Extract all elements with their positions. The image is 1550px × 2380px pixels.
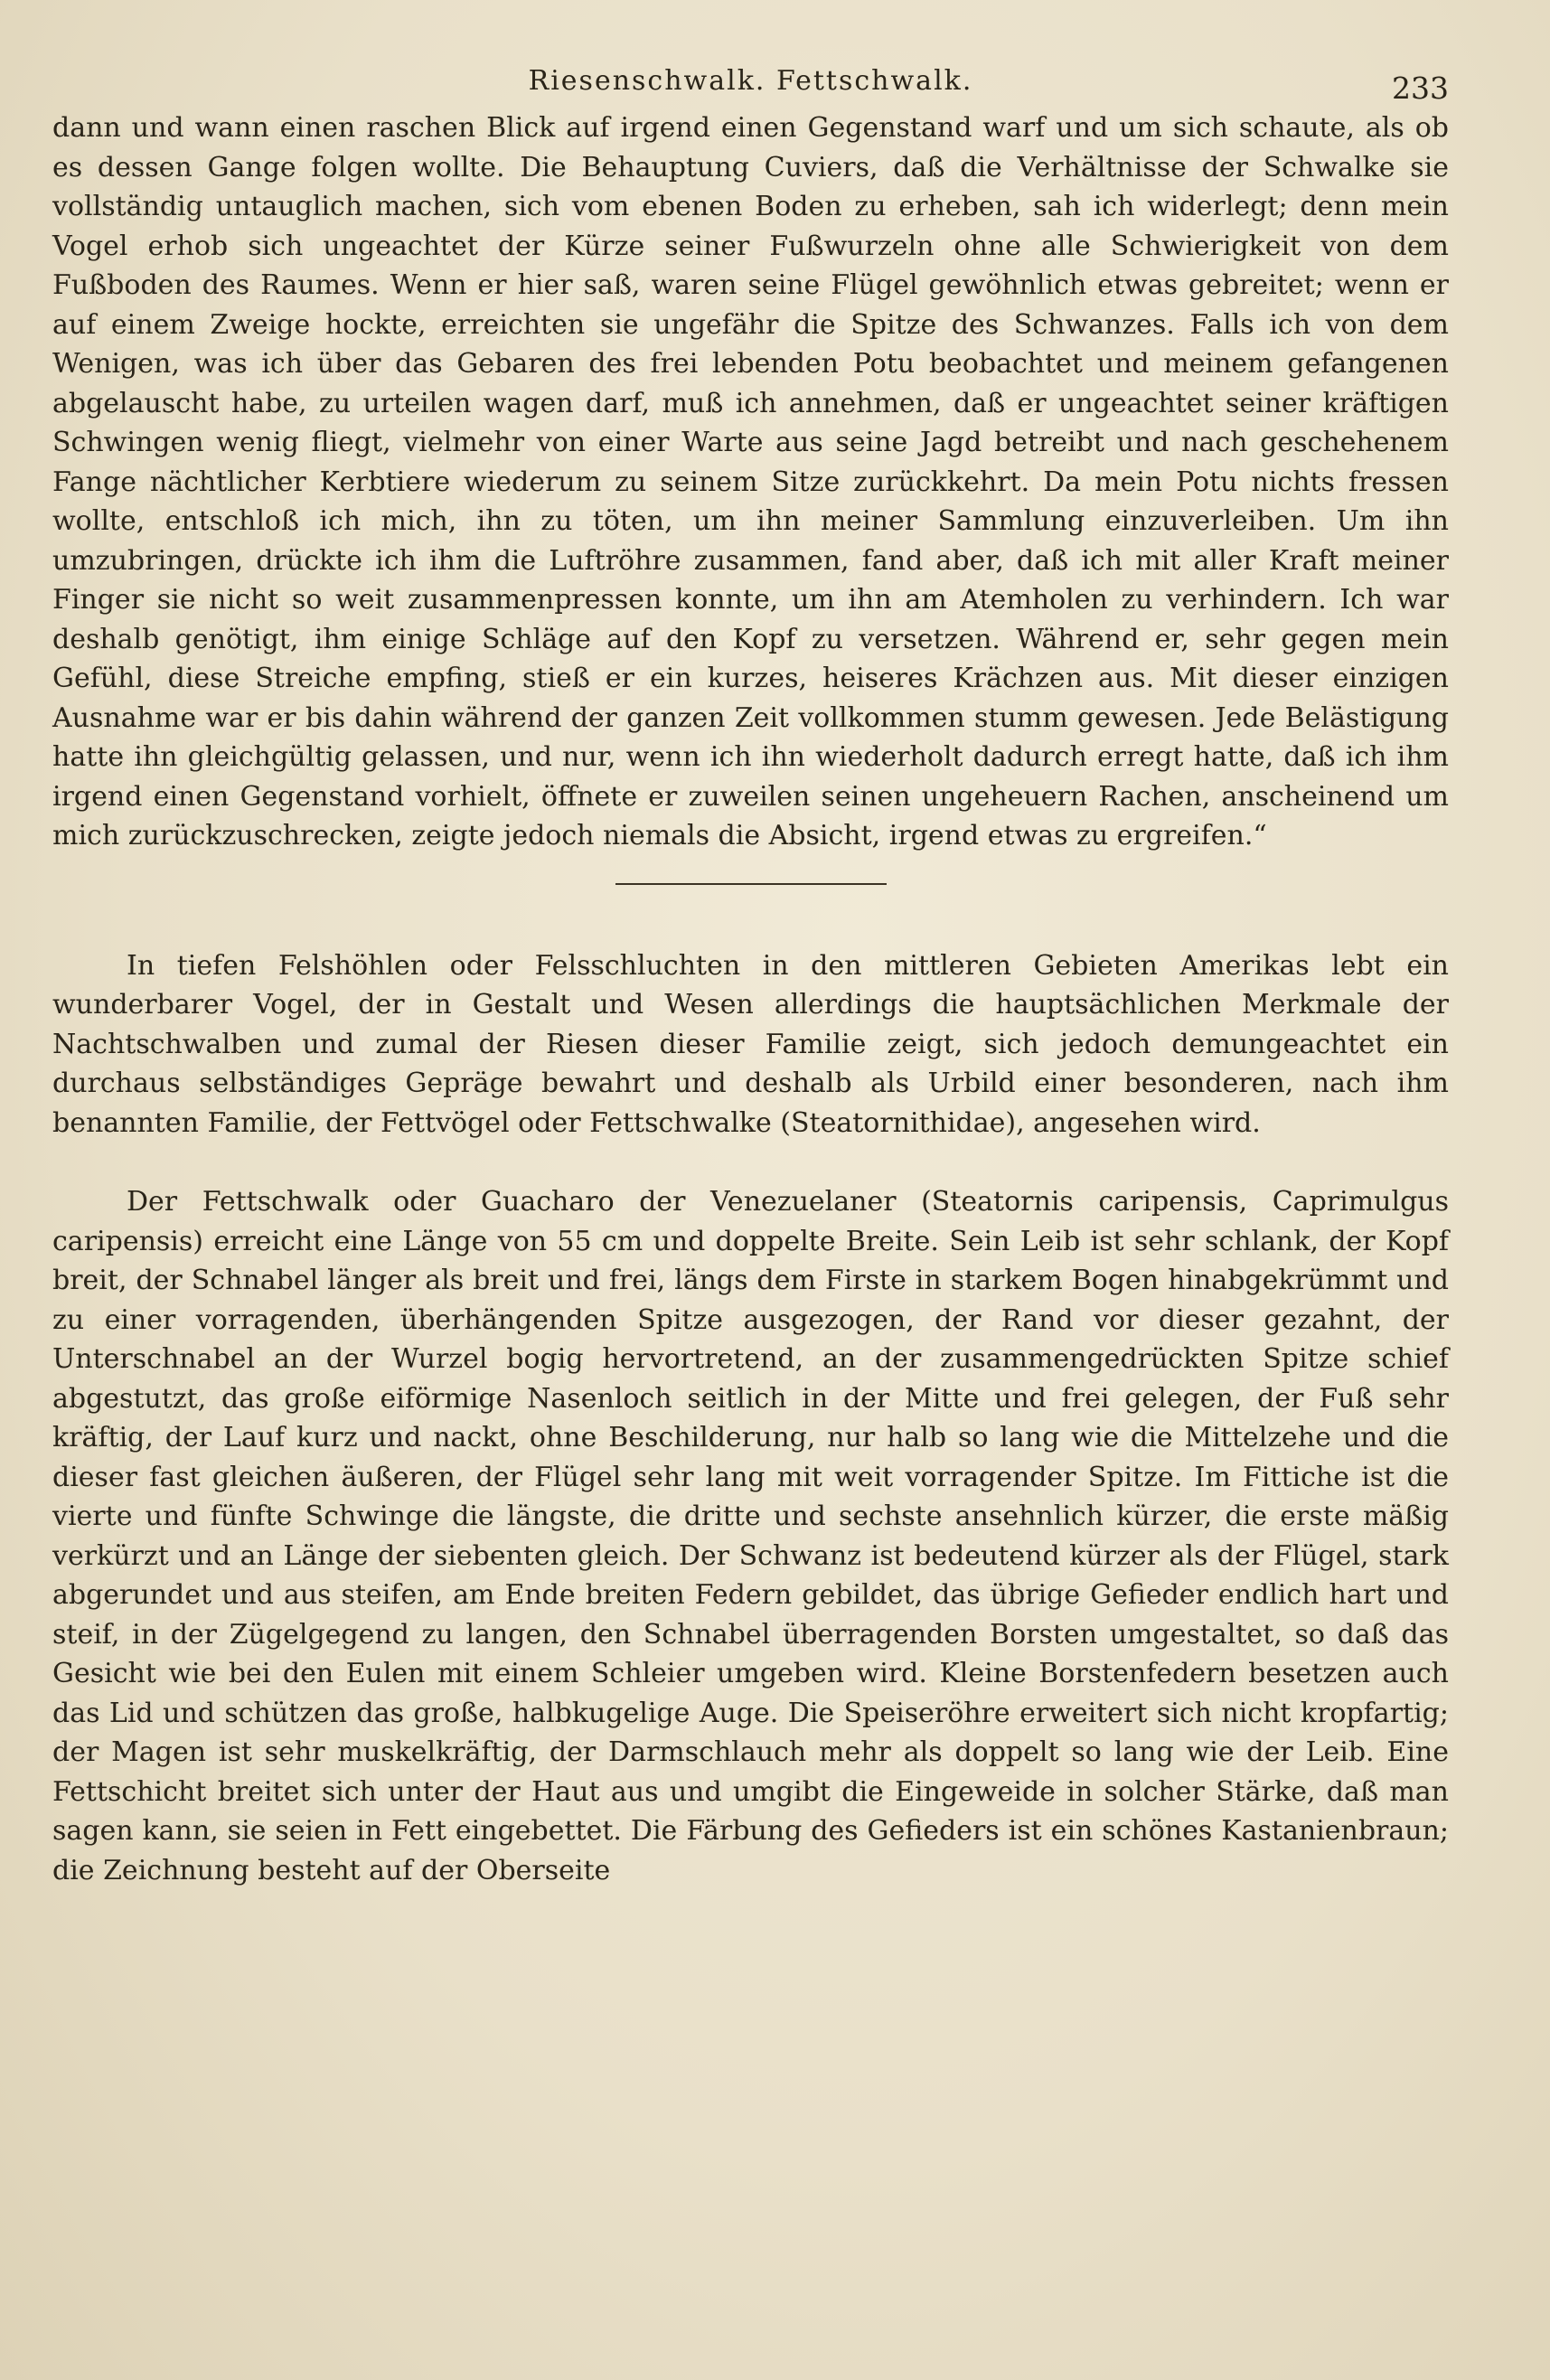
paragraph-gap bbox=[52, 1143, 1449, 1182]
paragraph-potu-observation: dann und wann einen raschen Blick auf irgend einen Gegenstand warf und um sich schaute, als ob es dessen Gange folgen wollte. Die Behauptung Cuviers, daß die Verhältnisse der Schwalke sie vollständig untauglich machen, sich vom ebenen Boden zu erheben, sah ich widerlegt; denn mein Vogel erhob sich ungeachtet der Kürze seiner Fußwurzeln ohne alle Schwierigkeit von dem Fußboden des Raumes. Wenn er hier saß, waren seine Flügel gewöhnlich etwas gebreitet; wenn er auf einem Zweige hockte, erreichten sie ungefähr die Spitze des Schwanzes. Falls ich von dem Wenigen, was ich über das Gebaren des frei lebenden Potu beobachtet und meinem gefangenen abgelauscht habe, zu urteilen wagen darf, muß ich annehmen, daß er ungeachtet seiner kräftigen Schwingen wenig fliegt, vielmehr von einer Warte aus seine Jagd betreibt und nach geschehenem Fange nächtlicher Kerbtiere wiederum zu seinem Sitze zurückkehrt. Da mein Potu nichts fressen wollte, entschloß ich mich, ihn zu töten, um ihn meiner Sammlung einzuverleiben. Um ihn umzubringen, drückte ich ihm die Luftröhre zusammen, fand aber, daß ich mit aller Kraft meiner Finger sie nicht so weit zusammenpressen konnte, um ihn am Atemholen zu verhindern. Ich war deshalb genötigt, ihm einige Schläge auf den Kopf zu versetzen. Während er, sehr gegen mein Gefühl, diese Streiche empfing, stieß er ein kurzes, heiseres Krächzen aus. Mit dieser einzigen Ausnahme war er bis dahin während der ganzen Zeit vollkommen stumm gewesen. Jede Belästigung hatte ihn gleichgültig gelassen, und nur, wenn ich ihn wiederholt dadurch erregt hatte, daß ich ihm irgend einen Gegenstand vorhielt, öffnete er zuweilen seinen ungeheuern Rachen, anscheinend um mich zurückzuschrecken, zeigte jedoch niemals die Absicht, irgend etwas zu ergreifen.“ bbox=[52, 112, 1449, 851]
paragraph-fettschwalk-intro: In tiefen Felshöhlen oder Felsschluchten in den mittleren Gebieten Amerikas lebt ein wunderbarer Vogel, der in Gestalt und Wesen allerdings die hauptsächlichen Merkmale der Nachtschwalben und zumal der Riesen dieser Familie zeigt, sich jedoch demungeachtet ein durchaus selbständiges Gepräge bewahrt und deshalb als Urbild einer besonderen, nach ihm benannten Familie, der Fettvögel oder Fettschwalke (Steatornithidae), angesehen wird. bbox=[52, 949, 1449, 1139]
section-divider bbox=[615, 883, 887, 885]
paragraph-fettschwalk-description: Der Fettschwalk oder Guacharo der Venezuelaner (Steatornis caripensis, Caprimulgus caripensis) erreicht eine Länge von 55 cm und doppelte Breite. Sein Leib ist sehr schlank, der Kopf breit, der Schnabel länger als breit und frei, längs dem Firste in starkem Bogen hinabgekrümmt und zu einer vorragenden, überhängenden Spitze ausgezogen, der Rand vor dieser gezahnt, der Unterschnabel an der Wurzel bogig hervortretend, an der zusammengedrückten Spitze schief abgestutzt, das große eiförmige Nasenloch seitlich in der Mitte und frei gelegen, der Fuß sehr kräftig, der Lauf kurz und nackt, ohne Beschilderung, nur halb so lang wie die Mittelzehe und die dieser fast gleichen äußeren, der Flügel sehr lang mit weit vorragender Spitze. Im Fittiche ist die vierte und fünfte Schwinge die längste, die dritte und sechste ansehnlich kürzer, die erste mäßig verkürzt und an Länge der siebenten gleich. Der Schwanz ist bedeutend kürzer als der Flügel, stark abgerundet und aus steifen, am Ende breiten Federn gebildet, das übrige Gefieder endlich hart und steif, in der Zügelgegend zu langen, den Schnabel überragenden Borsten umgestaltet, so daß das Gesicht wie bei den Eulen mit einem Schleier umgeben wird. Kleine Borstenfedern besetzen auch das Lid und schützen das große, halbkugelige Auge. Die Speiseröhre erweitert sich nicht kropfartig; der Magen ist sehr muskelkräftig, der Darmschlauch mehr als doppelt so lang wie der Leib. Eine Fettschicht breitet sich unter der Haut aus und umgibt die Eingeweide in solcher Stärke, daß man sagen kann, sie seien in Fett eingebettet. Die Färbung des Gefieders ist ein schönes Kastanienbraun; die Zeichnung besteht auf der Oberseite bbox=[52, 1186, 1449, 1886]
body-text bbox=[52, 108, 1449, 1890]
page-number: 233 bbox=[1392, 71, 1449, 106]
book-page bbox=[52, 52, 1449, 1890]
running-head bbox=[52, 52, 1449, 108]
running-title: Riesenschwalk. Fettschwalk. bbox=[528, 65, 973, 97]
